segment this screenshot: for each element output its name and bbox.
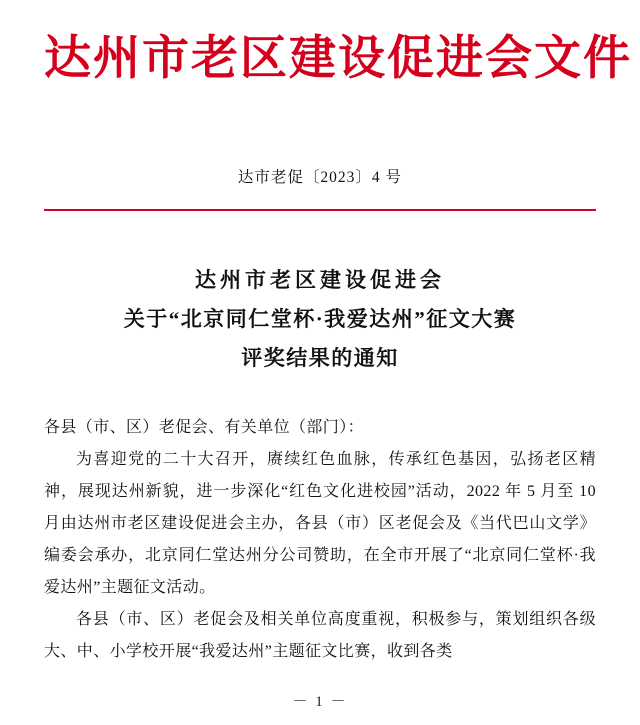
title-line-2: 关于“北京同仁堂杯·我爱达州”征文大赛 — [123, 307, 517, 332]
document-title-block — [44, 261, 596, 378]
body-paragraph-2: 各县（市、区）老促会及相关单位高度重视，积极参与，策划组织各级大、中、小学校开展“我爱达州”主题征文比赛，收到各类 — [44, 610, 596, 660]
body-salutation: 各县（市、区）老促会、有关单位（部门）： — [44, 418, 365, 436]
document-number: 达市老促〔2023〕4 号 — [237, 168, 403, 186]
document-body — [44, 412, 596, 668]
page-number: － 1 － — [292, 694, 348, 710]
body-paragraph-1: 为喜迎党的二十大召开，赓续红色血脉，传承红色基因，弘扬老区精神，展现达州新貌，进一步深化“红色文化进校园”活动，2022 年 5 月至 10 月由达州市老区建设促进会主办，各县（市）区老促会及《当代巴山文学》编委会承办，北京同仁堂达州分公司赞助，在全市开展了“北京同仁堂杯·我爱达州”主题征文活动。 — [44, 450, 596, 596]
title-line-3: 评奖结果的通知 — [241, 345, 399, 370]
document-header-title: 达州市老区建设促进会文件 — [44, 33, 632, 85]
red-divider-rule — [44, 209, 596, 212]
document-header — [44, 0, 632, 89]
title-line-1: 达州市老区建设促进会 — [195, 268, 445, 293]
